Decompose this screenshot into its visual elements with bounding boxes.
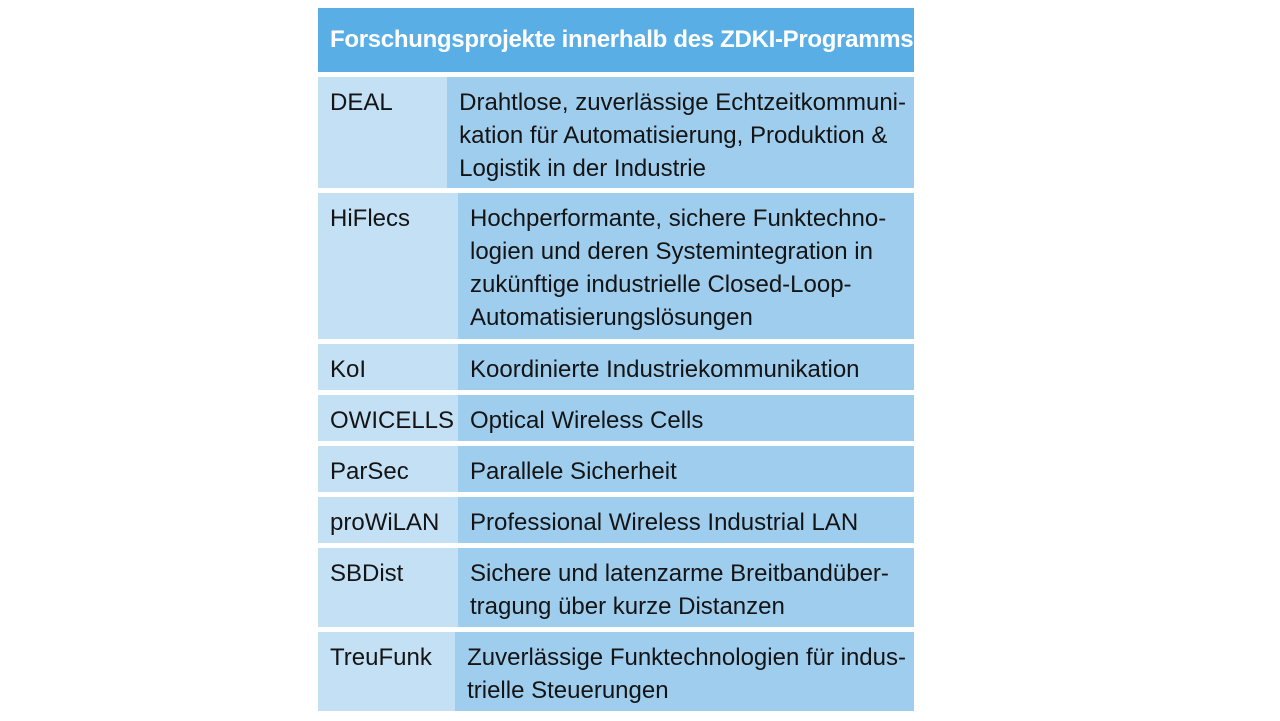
description-line: Logistik in der Industrie bbox=[459, 155, 706, 182]
description-line: Optical Wireless Cells bbox=[470, 407, 704, 434]
table-row bbox=[318, 548, 914, 627]
description-line: Drahtlose, zuverlässige Echtzeitkommuni- bbox=[459, 89, 906, 116]
project-description bbox=[458, 344, 914, 390]
description-line: Parallele Sicherheit bbox=[470, 458, 677, 485]
project-abbreviation: SBDist bbox=[318, 548, 458, 627]
project-description bbox=[458, 548, 914, 627]
description-line: Hochperformante, sichere Funktechno- bbox=[470, 205, 887, 232]
project-description bbox=[458, 193, 914, 339]
description-line: Zuverlässige Funktechnologien für indus- bbox=[467, 644, 906, 671]
description-line: kation für Automatisierung, Produktion & bbox=[459, 122, 888, 149]
table-row bbox=[318, 344, 914, 390]
table-row bbox=[318, 395, 914, 441]
description-line: Professional Wireless Industrial LAN bbox=[470, 509, 859, 536]
project-abbreviation: ParSec bbox=[318, 446, 458, 492]
table-row bbox=[318, 193, 914, 339]
project-description bbox=[458, 497, 914, 543]
project-description bbox=[458, 395, 914, 441]
table-row bbox=[318, 497, 914, 543]
description-line: zukünftige industrielle Closed-Loop- bbox=[470, 271, 852, 298]
project-abbreviation: proWiLAN bbox=[318, 497, 458, 543]
table-row bbox=[318, 632, 914, 711]
description-line: tragung über kurze Distanzen bbox=[470, 593, 785, 620]
project-abbreviation: OWICELLS bbox=[318, 395, 458, 441]
project-abbreviation: HiFlecs bbox=[318, 193, 458, 339]
description-line: logien und deren Systemintegration in bbox=[470, 238, 873, 265]
description-line: Sichere und latenzarme Breitbandüber- bbox=[470, 560, 889, 587]
project-description bbox=[447, 77, 914, 188]
description-line: Koordinierte Industriekommunikation bbox=[470, 356, 860, 383]
project-abbreviation: KoI bbox=[318, 344, 458, 390]
project-description bbox=[458, 446, 914, 492]
table-row bbox=[318, 77, 914, 188]
description-line: trielle Steuerungen bbox=[467, 677, 669, 704]
project-description bbox=[455, 632, 914, 711]
table-row bbox=[318, 446, 914, 492]
table-title: Forschungsprojekte innerhalb des ZDKI-Programms bbox=[318, 8, 914, 72]
description-line: Automatisierungslösungen bbox=[470, 304, 753, 331]
projects-table bbox=[318, 8, 914, 711]
project-abbreviation: DEAL bbox=[318, 77, 447, 188]
project-abbreviation: TreuFunk bbox=[318, 632, 455, 711]
